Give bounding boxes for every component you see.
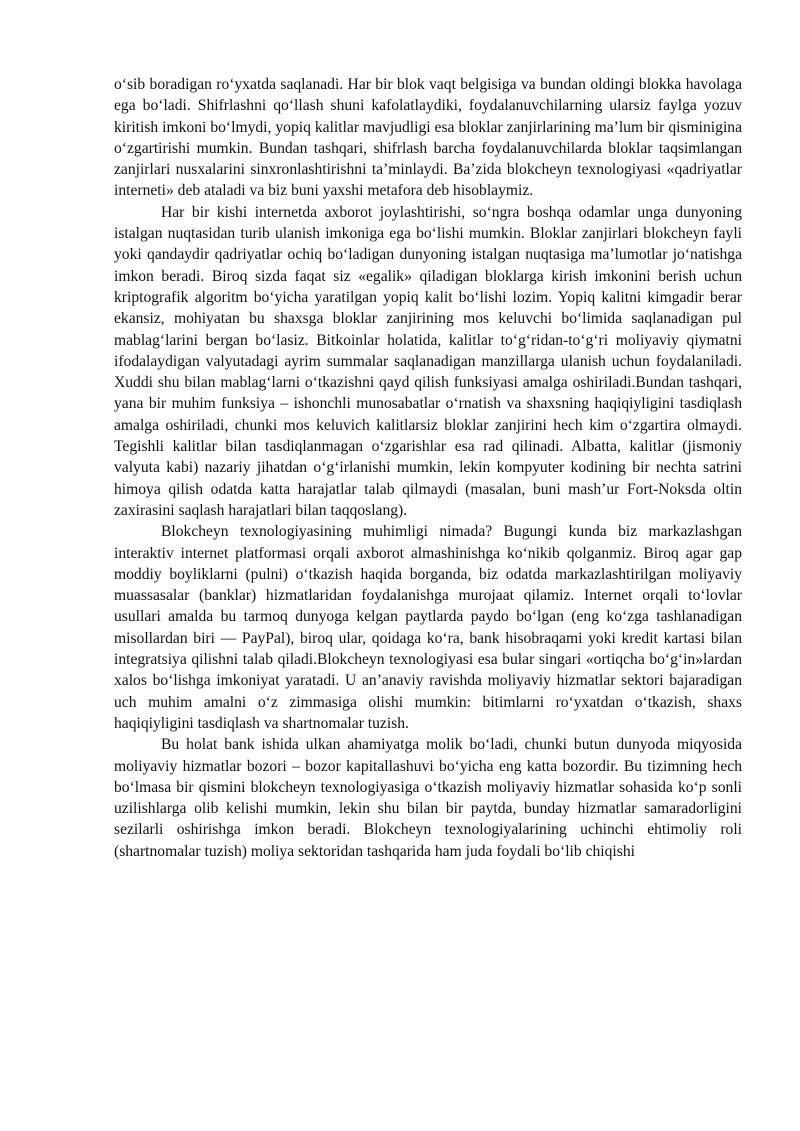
paragraph-4: Bu holat bank ishida ulkan ahamiyatga molik bo‘ladi, chunki butun dunyoda miqyosida moliyaviy hizmatlar bozori – bozor kapitallashuvi bo‘yicha eng katta bozordir. Bu tizimning hech bo‘lmasa bir qismini blokcheyn texnologiyasiga o‘tkazish moliyaviy hizmatlar sohasida ko‘p sonli uzilishlarga olib kelishi mumkin, lekin shu bilan bir paytda, bunday hizmatlar samaradorligini sezilarli oshirishga imkon beradi. Blokcheyn texnologiyalarining uchinchi ehtimoliy roli (shartnomalar tuzish) moliya sektoridan tashqarida ham juda foydali bo‘lib chiqishi (114, 736, 742, 860)
document-page (114, 74, 742, 862)
paragraph-3: Blokcheyn texnologiyasining muhimligi nimada? Bugungi kunda biz markazlashgan interaktiv internet platformasi orqali axborot almashinishga ko‘nikib qolganmiz. Biroq agar gap moddiy boyliklarni (pulni) o‘tkazish haqida borganda, biz odatda markazlashtirilgan moliyaviy muassasalar (banklar) hizmatlaridan foydalanishga murojaat qilamiz. Internet orqali to‘lovlar usullari amalda bu tarmoq dunyoga kelgan paytlarda paydo bo‘lgan (eng ko‘zga tashlanadigan misollardan biri — PayPal), biroq ular, qoidaga ko‘ra, bank hisobraqami yoki kredit kartasi bilan integratsiya qilishni talab qiladi.Blokcheyn texnologiyasi esa bular singari «ortiqcha bo‘g‘in»lardan xalos bo‘lishga imkoniyat yaratadi. U an’anaviy ravishda moliyaviy hizmatlar sektori bajaradigan uch muhim amalni o‘z zimmasiga olishi mumkin: bitimlarni ro‘yxatdan o‘tkazish, shaxs haqiqiyligini tasdiqlash va shartnomalar tuzish. (114, 523, 742, 732)
paragraph-2: Har bir kishi internetda axborot joylashtirishi, so‘ngra boshqa odamlar unga dunyoning istalgan nuqtasidan turib ulanish imkoniga ega bo‘lishi mumkin. Bloklar zanjirlari blokcheyn fayli yoki qandaydir qadriyatlar ochiq bo‘ladigan dunyoning istalgan nuqtasiga ma’lumotlar jo‘natishga imkon beradi. Biroq sizda faqat siz «egalik» qiladigan bloklarga kirish imkonini berish uchun kriptografik algoritm bo‘yicha yaratilgan yopiq kalit bo‘lishi lozim. Yopiq kalitni kimgadir berar ekansiz, mohiyatan bu shaxsga bloklar zanjirining mos keluvchi bo‘limida saqlanadigan pul mablag‘larini bergan bo‘lasiz. Bitkoinlar holatida, kalitlar to‘g‘ridan-to‘g‘ri moliyaviy qiymatni ifodalaydigan valyutadagi ayrim summalar saqlanadigan manzillarga ulanish uchun foydalaniladi. Xuddi shu bilan mablag‘larni o‘tkazishni qayd qilish funksiyasi amalga oshiriladi.Bundan tashqari, yana bir muhim funksiya – ishonchli munosabatlar o‘rnatish va shaxsning haqiqiyligini tasdiqlash amalga oshiriladi, chunki mos keluvich kalitlarsiz bloklar zanjirini hech kim o‘zgartira olmaydi. Tegishli kalitlar bilan tasdiqlanmagan o‘zgarishlar esa rad qilinadi. Albatta, kalitlar (jismoniy valyuta kabi) nazariy jihatdan o‘g‘irlanishi mumkin, lekin kompyuter kodining bir nechta satrini himoya qilish odatda katta harajatlar talab qilmaydi (masalan, buni mash’ur Fort-Noksda oltin zaxirasini saqlash harajatlari bilan taqqoslang). (114, 203, 742, 519)
paragraph-1: o‘sib boradigan ro‘yxatda saqlanadi. Har bir blok vaqt belgisiga va bundan oldingi blokka havolaga ega bo‘ladi. Shifrlashni qo‘llash shuni kafolatlaydiki, foydalanuvchilarning ularsiz faylga yozuv kiritish imkoni bo‘lmydi, yopiq kalitlar mavjudligi esa bloklar zanjirlarining ma’lum bir qisminigina o‘zgartirishi mumkin. Bundan tashqari, shifrlash barcha foydalanuvchilarda bloklar taqsimlangan zanjirlari nusxalarini sinxronlashtirishni ta’minlaydi. Ba’zida blokcheyn texnologiyasi «qadriyatlar interneti» deb ataladi va biz buni yaxshi metafora deb hisoblaymiz. (114, 76, 742, 200)
